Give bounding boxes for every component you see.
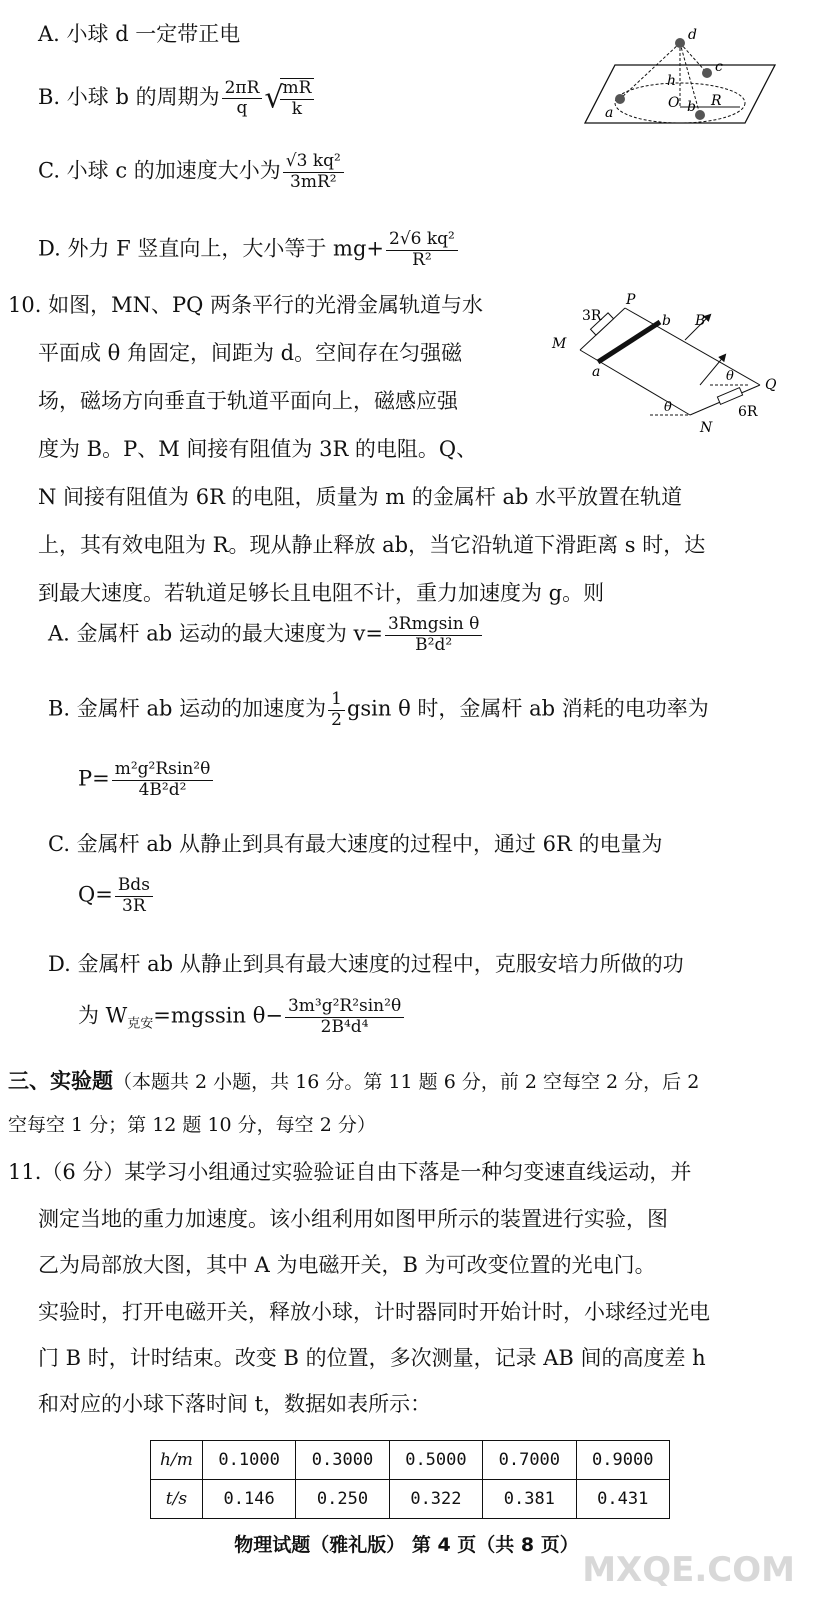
table-cell: t/s — [151, 1480, 203, 1519]
q11-line-3: 乙为局部放大图，其中 A 为电磁开关，B 为可改变位置的光电门。 — [38, 1253, 656, 1277]
q9-option-b — [38, 78, 316, 119]
label-theta-2: θ — [664, 400, 672, 415]
section-3-title: 三、实验题 — [8, 1068, 113, 1093]
q10-line-3: 场，磁场方向垂直于轨道平面向上，磁感应强 — [38, 389, 458, 413]
label-c: c — [715, 59, 723, 75]
q9-option-b-prefix: B. 小球 b 的周期为 — [38, 85, 220, 110]
label-b-rod: b — [662, 313, 671, 329]
table-cell: 0.431 — [576, 1480, 669, 1519]
watermark: MXQE.COM — [582, 1550, 795, 1590]
q9-figure — [575, 25, 785, 135]
q10-option-a: A. 金属杆 ab 运动的最大速度为 v= $\frac{\text{3Rmgsin θ}}{\text{B²d²}}$ — [48, 615, 484, 655]
q10-option-d-formula: 为 $W_{克安}=mgssin$ θ− $\frac{\text{3m³g²R²sin²θ}}{\text{2B⁴d⁴}}$ — [78, 997, 406, 1037]
q10-option-c: C. 金属杆 ab 从静止到具有最大速度的过程中，通过 6R 的电量为 — [48, 832, 663, 856]
q10-line-6: 上，其有效电阻为 R。现从静止释放 ab，当它沿轨道下滑距离 s 时，达 — [38, 533, 706, 557]
label-3r: 3R — [582, 308, 602, 324]
table-cell: 0.322 — [389, 1480, 482, 1519]
section-3-heading: 三、实验题（本题共 2 小题，共 16 分。第 11 题 6 分，前 2 空每空 2 分，后 2 — [8, 1068, 700, 1093]
page-footer: 物理试题（雅礼版） 第 4 页（共 8 页） — [234, 1534, 579, 1556]
q9-option-d-fraction: $\frac{\text{2√6 kq²}}{\text{R²}}$ — [386, 230, 458, 270]
table-cell: 0.3000 — [296, 1441, 389, 1480]
q10-figure — [550, 290, 790, 440]
q11-line-1: 11.（6 分）某学习小组通过实验验证自由下落是一种匀变速直线运动，并 — [8, 1160, 692, 1184]
q9-option-d-prefix: D. 外力 F 竖直向上，大小等于 mg+ — [38, 236, 384, 261]
table-cell: 0.381 — [483, 1480, 576, 1519]
section-3-line-2: 空每空 1 分；第 12 题 10 分，每空 2 分） — [8, 1114, 376, 1136]
label-field-b: B — [695, 313, 706, 329]
label-o: O — [668, 95, 680, 111]
label-q: Q — [765, 377, 777, 393]
q11-line-4: 实验时，打开电磁开关，释放小球，计时器同时开始计时，小球经过光电 — [38, 1300, 710, 1324]
label-p: P — [626, 292, 636, 308]
label-n: N — [700, 420, 713, 436]
q11-line-2: 测定当地的重力加速度。该小组利用如图甲所示的装置进行实验，图 — [38, 1207, 668, 1231]
q10-line-2: 平面成 θ 角固定，间距为 d。空间存在匀强磁 — [38, 341, 463, 365]
ball-d — [675, 38, 685, 48]
radical-sign: √ — [264, 80, 284, 116]
label-a-rod: a — [592, 364, 601, 380]
q9-option-c-fraction: $\frac{\text{√3 kq²}}{\text{3mR²}}$ — [283, 152, 344, 192]
label-b: b — [687, 99, 696, 115]
table-cell: 0.9000 — [576, 1441, 669, 1480]
table-cell: 0.5000 — [389, 1441, 482, 1480]
q9-option-c-prefix: C. 小球 c 的加速度大小为 — [38, 158, 281, 183]
table-cell: 0.250 — [296, 1480, 389, 1519]
table-cell: 0.146 — [202, 1480, 295, 1519]
table-cell: 0.7000 — [483, 1441, 576, 1480]
q9-option-d — [38, 230, 460, 270]
q10-option-c-formula: Q= $\frac{\text{Bds}}{3R}$ — [78, 876, 155, 916]
label-6r: 6R — [738, 404, 758, 420]
q11-line-5: 门 B 时，计时结束。改变 B 的位置，多次测量，记录 AB 间的高度差 h — [38, 1346, 706, 1370]
q9-option-b-root: $\frac{mR}{k}$ — [280, 78, 315, 119]
label-h: h — [667, 73, 677, 89]
label-a: a — [605, 105, 614, 121]
label-d: d — [688, 27, 697, 43]
q9-option-b-fraction: $\frac{2\pi R}{q}$ — [222, 79, 263, 119]
q10-line-4: 度为 B。P、M 间接有阻值为 3R 的电阻。Q、 — [38, 437, 478, 461]
label-m: M — [552, 336, 567, 352]
q10-option-a-fraction: $\frac{\text{3Rmgsin θ}}{\text{B²d²}}$ — [385, 615, 482, 655]
q10-option-b-half: $\frac{1}{2}$ — [328, 690, 345, 730]
q10-line-1: 10. 如图，MN、PQ 两条平行的光滑金属轨道与水 — [8, 293, 483, 317]
table-row — [151, 1441, 670, 1480]
label-r: R — [711, 93, 722, 109]
q9-option-c — [38, 152, 346, 192]
q10-line-7: 到最大速度。若轨道足够长且电阻不计，重力加速度为 g。则 — [38, 581, 605, 605]
table-cell: h/m — [151, 1441, 203, 1480]
q10-option-d: D. 金属杆 ab 从静止到具有最大速度的过程中，克服安培力所做的功 — [48, 952, 684, 976]
ball-b — [695, 110, 705, 120]
table-cell: 0.1000 — [202, 1441, 295, 1480]
ball-c — [702, 68, 712, 78]
q10-option-b-formula: P= $\frac{\text{m²g²Rsin²θ}}{\text{4B²d²}}$ — [78, 760, 215, 800]
ball-a — [615, 94, 625, 104]
q9-option-a: A. 小球 d 一定带正电 — [38, 22, 241, 46]
data-table — [150, 1440, 670, 1519]
q10-option-b: B. 金属杆 ab 运动的加速度为 $\frac{1}{2}$ gsin θ 时，金属杆 ab 消耗的电功率为 — [48, 689, 709, 730]
label-theta-1: θ — [726, 369, 734, 384]
table-row — [151, 1480, 670, 1519]
q11-line-6: 和对应的小球下落时间 t，数据如表所示： — [38, 1392, 432, 1416]
q10-line-5: N 间接有阻值为 6R 的电阻，质量为 m 的金属杆 ab 水平放置在轨道 — [38, 485, 683, 509]
